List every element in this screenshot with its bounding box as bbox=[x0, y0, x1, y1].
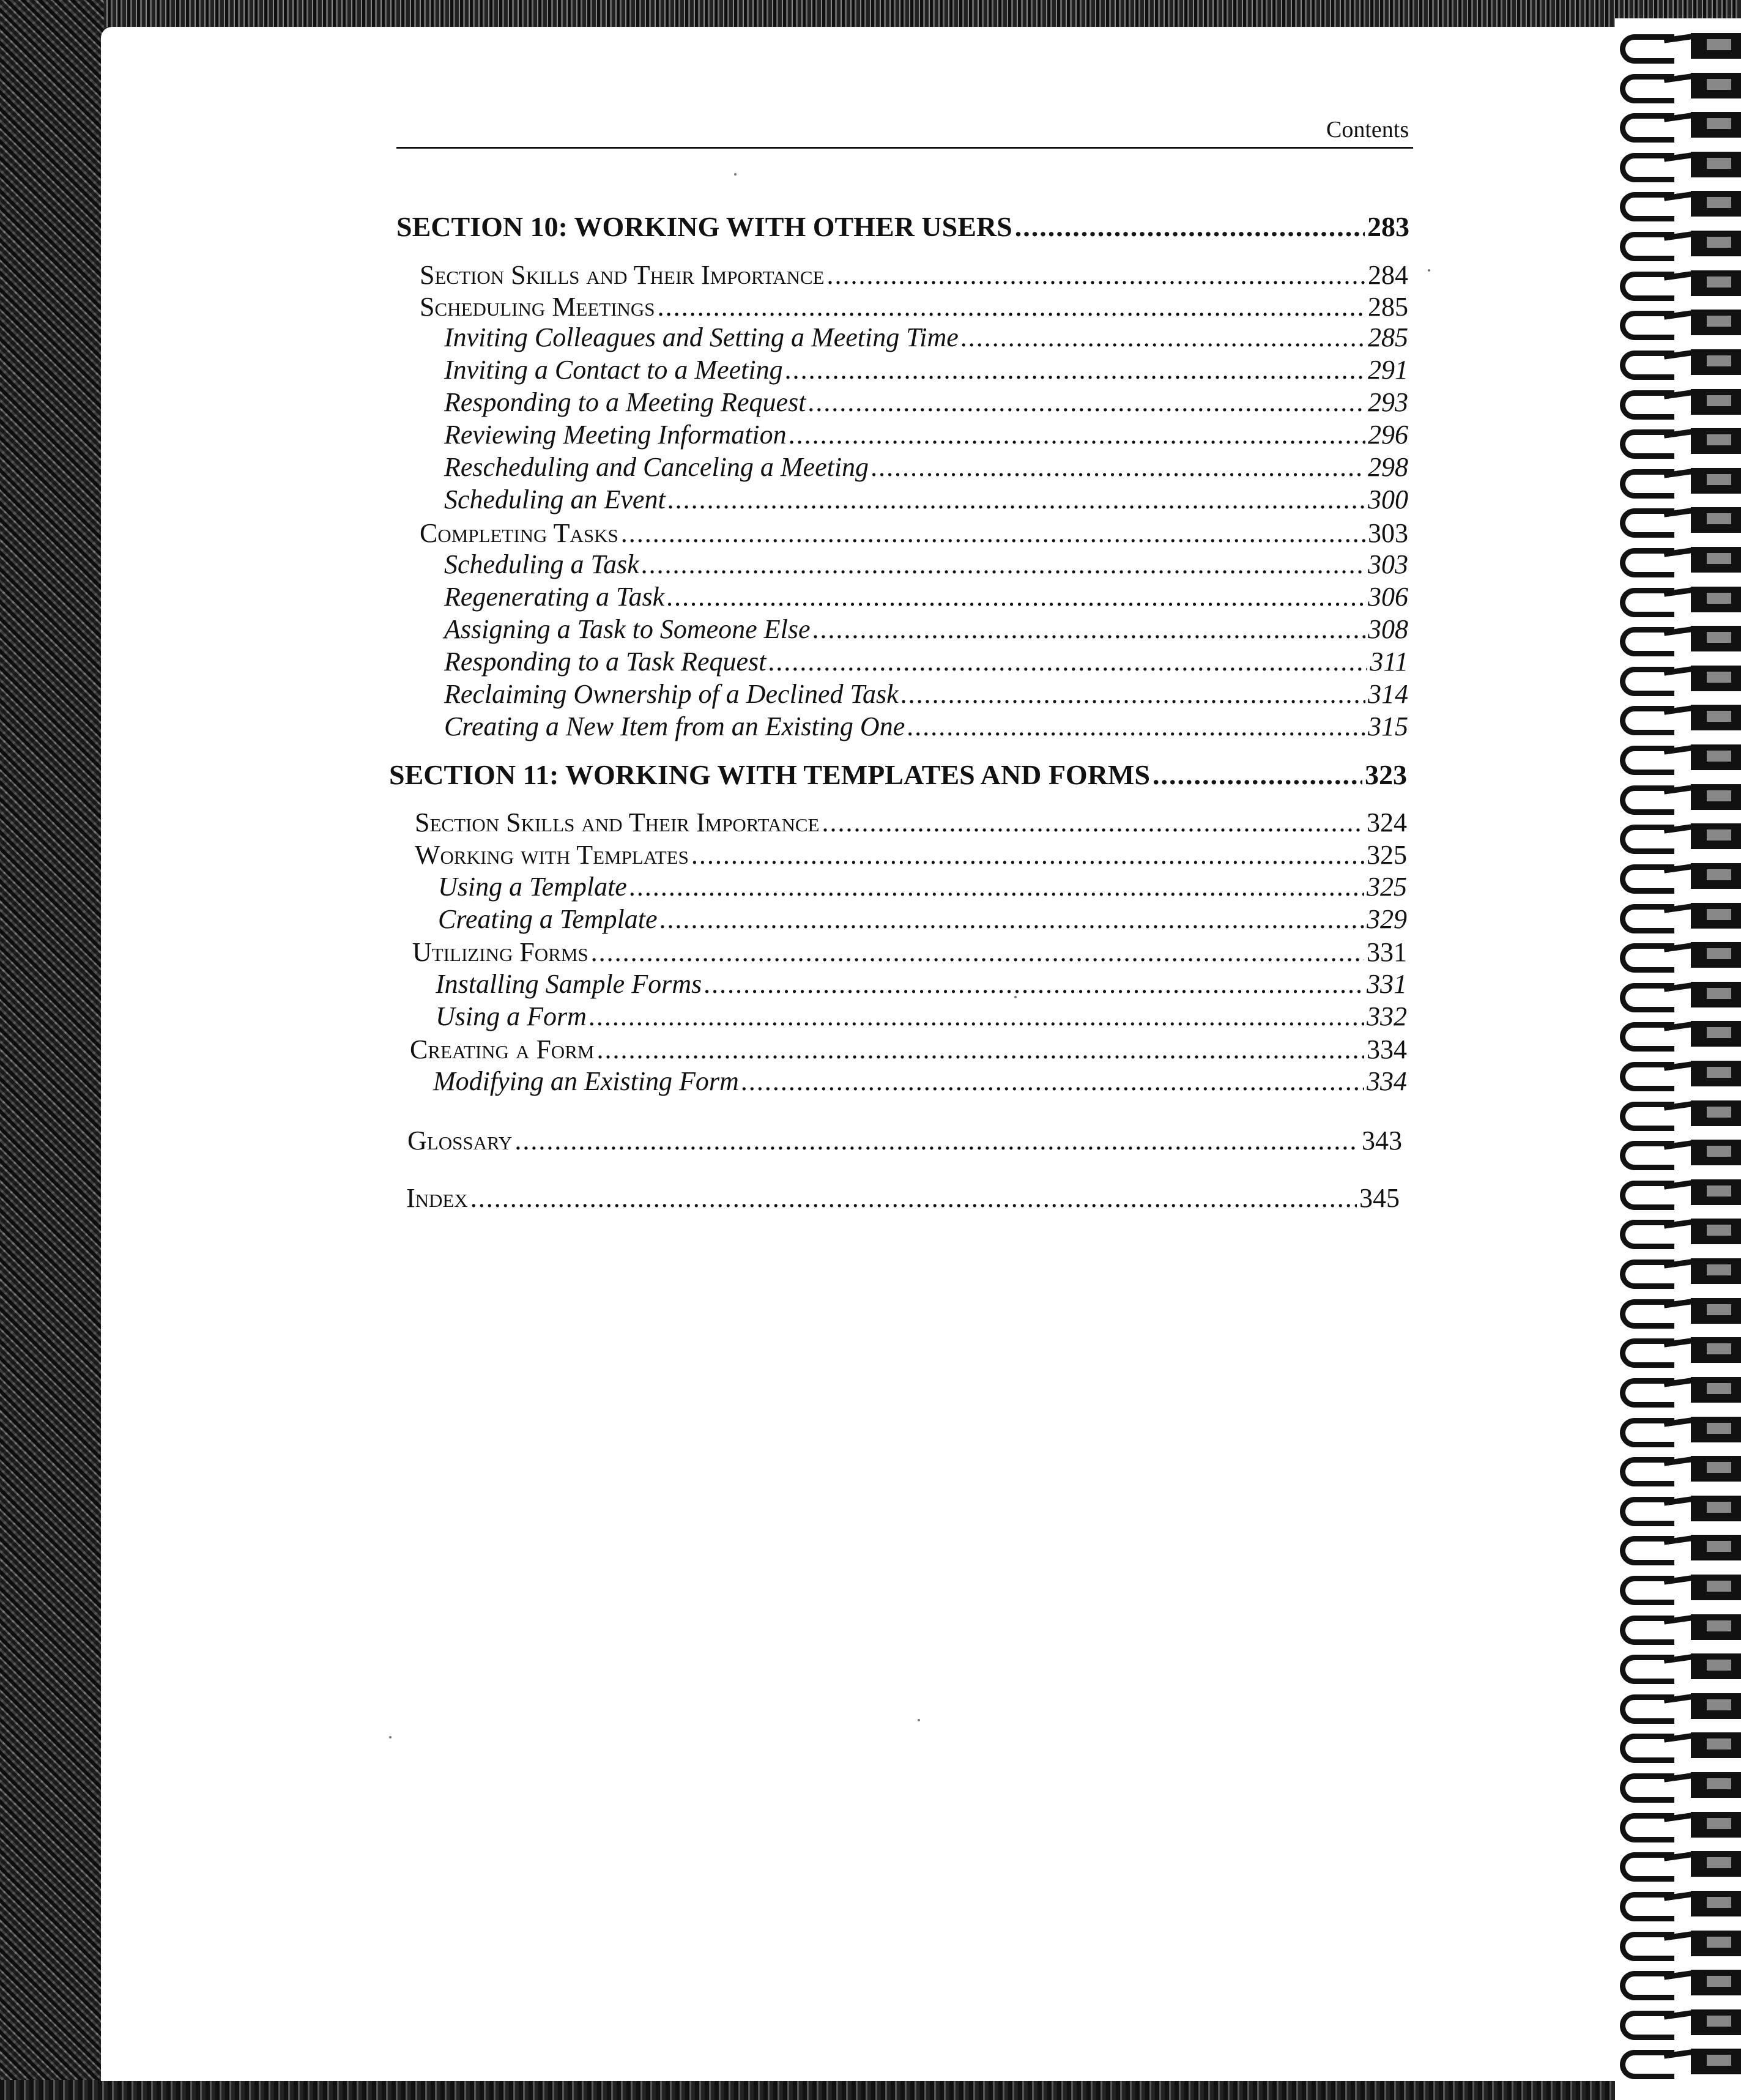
spiral-coil bbox=[1615, 1691, 1741, 1721]
punch-hole-inner bbox=[1707, 1185, 1731, 1197]
punch-hole-inner bbox=[1707, 1146, 1731, 1157]
spiral-coil bbox=[1615, 228, 1741, 259]
punch-hole-inner bbox=[1707, 1818, 1731, 1829]
toc-page-number: 306 bbox=[1368, 582, 1408, 612]
spiral-coil bbox=[1615, 1651, 1741, 1682]
punch-hole-inner bbox=[1707, 1304, 1731, 1315]
punch-hole-inner bbox=[1707, 1581, 1731, 1592]
toc-subentry: Inviting a Contact to a Meeting ..... 291 bbox=[444, 357, 1408, 384]
toc-subentry: Modifying an Existing Form ..... 334 bbox=[433, 1068, 1407, 1095]
toc-page-number: 332 bbox=[1367, 1001, 1407, 1031]
scan-speck bbox=[389, 1736, 392, 1738]
scan-speck bbox=[1428, 269, 1430, 272]
toc-subentry: Inviting Colleagues and Setting a Meeting Time ..... 285 bbox=[444, 324, 1408, 351]
spiral-coil bbox=[1615, 782, 1741, 812]
toc-page-number: 283 bbox=[1367, 211, 1409, 242]
punch-hole-inner bbox=[1707, 1502, 1731, 1513]
toc-page-number: 331 bbox=[1367, 937, 1407, 967]
punch-hole-inner bbox=[1707, 1857, 1731, 1868]
toc-page-number: 284 bbox=[1368, 260, 1408, 290]
punch-hole-inner bbox=[1707, 2016, 1731, 2027]
toc-subentry: Using a Template ..... 325 bbox=[438, 874, 1407, 900]
punch-hole-inner bbox=[1707, 1462, 1731, 1473]
spiral-coil bbox=[1615, 623, 1741, 654]
punch-hole-inner bbox=[1707, 1225, 1731, 1236]
spiral-coil bbox=[1615, 2046, 1741, 2077]
spiral-coil bbox=[1615, 1216, 1741, 1247]
toc-entry: Utilizing Forms ..... 331 bbox=[412, 939, 1407, 966]
punch-hole-inner bbox=[1707, 158, 1731, 169]
toc-entry: Scheduling Meetings ..... 285 bbox=[420, 294, 1408, 321]
toc-subentry: Creating a Template ..... 329 bbox=[438, 906, 1407, 933]
toc-page-number: 300 bbox=[1368, 484, 1408, 514]
toc-subentry: Scheduling a Task ..... 303 bbox=[444, 551, 1408, 578]
punch-hole-inner bbox=[1707, 1660, 1731, 1671]
toc-page-number: 323 bbox=[1365, 759, 1407, 790]
spiral-coil bbox=[1615, 1532, 1741, 1563]
toc-page-number: 285 bbox=[1368, 322, 1408, 352]
punch-hole-inner bbox=[1707, 672, 1731, 683]
toc-page-number: 315 bbox=[1368, 711, 1408, 741]
toc-page-number: 311 bbox=[1370, 647, 1408, 677]
spiral-coil bbox=[1615, 70, 1741, 101]
spiral-coil bbox=[1615, 1770, 1741, 1800]
toc-section-heading: SECTION 11: WORKING WITH TEMPLATES AND FORMS ..... 323 bbox=[389, 761, 1407, 789]
punch-hole-inner bbox=[1707, 1067, 1731, 1078]
spiral-coil bbox=[1615, 940, 1741, 970]
toc-subentry: Responding to a Meeting Request ..... 293 bbox=[444, 389, 1408, 416]
spiral-coil bbox=[1615, 1849, 1741, 1879]
spiral-coil bbox=[1615, 1572, 1741, 1603]
spiral-coil bbox=[1615, 1335, 1741, 1365]
spiral-coil bbox=[1615, 702, 1741, 733]
spiral-coil bbox=[1615, 900, 1741, 931]
spiral-coil bbox=[1615, 31, 1741, 61]
toc-subentry: Using a Form ..... 332 bbox=[436, 1003, 1407, 1030]
punch-hole-inner bbox=[1707, 909, 1731, 920]
spiral-coil bbox=[1615, 1137, 1741, 1168]
toc-entry: Glossary ..... 343 bbox=[407, 1127, 1402, 1154]
scan-top-border bbox=[0, 0, 1741, 27]
spiral-coil bbox=[1615, 821, 1741, 852]
toc-subentry: Installing Sample Forms ..... 331 bbox=[436, 971, 1407, 998]
punch-hole-inner bbox=[1707, 1264, 1731, 1275]
toc-page-number: 303 bbox=[1368, 549, 1408, 579]
punch-hole-inner bbox=[1707, 1620, 1731, 1631]
punch-hole-inner bbox=[1707, 79, 1731, 90]
toc-subentry: Regenerating a Task ..... 306 bbox=[444, 584, 1408, 610]
punch-hole-inner bbox=[1707, 1423, 1731, 1434]
punch-hole-inner bbox=[1707, 1383, 1731, 1394]
toc-page-number: 314 bbox=[1368, 679, 1408, 709]
toc-page-number: 291 bbox=[1368, 355, 1408, 385]
toc-page-number: 329 bbox=[1367, 904, 1407, 934]
toc-entry: Creating a Form ..... 334 bbox=[410, 1036, 1407, 1063]
punch-hole-inner bbox=[1707, 1541, 1731, 1552]
punch-hole-inner bbox=[1707, 790, 1731, 801]
toc-entry: Working with Templates ..... 325 bbox=[415, 842, 1407, 869]
punch-hole-inner bbox=[1707, 869, 1731, 880]
punch-hole-inner bbox=[1707, 1738, 1731, 1749]
punch-hole-inner bbox=[1707, 593, 1731, 604]
toc-entry: Index ..... 345 bbox=[406, 1185, 1400, 1212]
spiral-coil bbox=[1615, 1375, 1741, 1405]
scan-speck bbox=[1014, 996, 1017, 998]
spiral-coil bbox=[1615, 663, 1741, 694]
toc-entry: Section Skills and Their Importance ..... 324 bbox=[415, 809, 1407, 836]
toc-subentry: Reclaiming Ownership of a Declined Task ..... 314 bbox=[444, 681, 1408, 708]
toc-subentry: Scheduling an Event ..... 300 bbox=[444, 486, 1408, 513]
punch-hole-inner bbox=[1707, 553, 1731, 564]
running-head: Contents bbox=[1326, 117, 1409, 143]
punch-hole-inner bbox=[1707, 1937, 1731, 1948]
spiral-coil bbox=[1615, 544, 1741, 575]
spiral-coil bbox=[1615, 584, 1741, 615]
toc-subentry: Reviewing Meeting Information ..... 296 bbox=[444, 421, 1408, 448]
spiral-coil bbox=[1615, 1256, 1741, 1286]
punch-hole-inner bbox=[1707, 1027, 1731, 1038]
toc-page-number: 293 bbox=[1368, 387, 1408, 417]
toc-entry: Section Skills and Their Importance ..... 284 bbox=[420, 262, 1408, 289]
punch-hole-inner bbox=[1707, 632, 1731, 643]
toc-page-number: 296 bbox=[1368, 420, 1408, 450]
spiral-coil bbox=[1615, 1296, 1741, 1326]
toc-page-number: 298 bbox=[1368, 452, 1408, 482]
toc-page-number: 334 bbox=[1367, 1066, 1407, 1096]
spiral-coil bbox=[1615, 307, 1741, 338]
punch-hole-inner bbox=[1707, 1107, 1731, 1118]
spiral-coil bbox=[1615, 1018, 1741, 1049]
spiral-coil bbox=[1615, 1730, 1741, 1761]
spiral-coil bbox=[1615, 742, 1741, 773]
punch-hole-inner bbox=[1707, 1778, 1731, 1789]
spiral-coil bbox=[1615, 1414, 1741, 1445]
punch-hole-inner bbox=[1707, 474, 1731, 485]
toc-page-number: 308 bbox=[1368, 614, 1408, 644]
punch-hole-inner bbox=[1707, 434, 1731, 445]
scan-speck bbox=[918, 1719, 920, 1721]
toc-subentry: Rescheduling and Canceling a Meeting ..... 298 bbox=[444, 454, 1408, 481]
spiral-coil bbox=[1615, 149, 1741, 180]
toc-page-number: 324 bbox=[1367, 807, 1407, 837]
toc-page-number: 343 bbox=[1362, 1126, 1402, 1156]
scan-left-border bbox=[0, 0, 104, 2100]
spiral-coil bbox=[1615, 1888, 1741, 1919]
punch-hole-inner bbox=[1707, 355, 1731, 366]
spiral-coil bbox=[1615, 979, 1741, 1010]
toc-page-number: 285 bbox=[1368, 292, 1408, 322]
punch-hole-inner bbox=[1707, 316, 1731, 327]
punch-hole-inner bbox=[1707, 988, 1731, 999]
toc-page-number: 334 bbox=[1367, 1034, 1407, 1064]
punch-hole-inner bbox=[1707, 1699, 1731, 1710]
spiral-coil bbox=[1615, 1967, 1741, 1998]
spiral-coil bbox=[1615, 1177, 1741, 1208]
punch-hole-inner bbox=[1707, 948, 1731, 959]
punch-hole-inner bbox=[1707, 237, 1731, 248]
spiral-coil bbox=[1615, 861, 1741, 891]
toc-page-number: 345 bbox=[1359, 1183, 1400, 1213]
spiral-binding bbox=[1615, 18, 1741, 2100]
toc-page-number: 331 bbox=[1367, 969, 1407, 999]
spiral-coil bbox=[1615, 2007, 1741, 2038]
scan-speck bbox=[734, 173, 737, 176]
spiral-coil bbox=[1615, 1809, 1741, 1840]
punch-hole-inner bbox=[1707, 1976, 1731, 1987]
spiral-coil bbox=[1615, 347, 1741, 377]
spiral-coil bbox=[1615, 505, 1741, 535]
toc-entry: Completing Tasks ..... 303 bbox=[420, 520, 1408, 547]
toc-page-number: 325 bbox=[1367, 872, 1407, 902]
header-rule bbox=[396, 147, 1413, 149]
toc-page-number: 303 bbox=[1368, 518, 1408, 548]
toc-section-heading: SECTION 10: WORKING WITH OTHER USERS ..... 283 bbox=[396, 213, 1409, 241]
toc-subentry: Responding to a Task Request ..... 311 bbox=[444, 648, 1408, 675]
punch-hole-inner bbox=[1707, 39, 1731, 50]
spiral-coil bbox=[1615, 1928, 1741, 1959]
punch-hole-inner bbox=[1707, 513, 1731, 524]
spiral-coil bbox=[1615, 109, 1741, 140]
punch-hole-inner bbox=[1707, 118, 1731, 129]
punch-hole-inner bbox=[1707, 2055, 1731, 2066]
punch-hole-inner bbox=[1707, 711, 1731, 722]
punch-hole-inner bbox=[1707, 1343, 1731, 1354]
punch-hole-inner bbox=[1707, 197, 1731, 208]
spiral-coil bbox=[1615, 1612, 1741, 1642]
spiral-coil bbox=[1615, 466, 1741, 496]
spiral-coil bbox=[1615, 1058, 1741, 1089]
spiral-coil bbox=[1615, 1098, 1741, 1129]
punch-hole-inner bbox=[1707, 276, 1731, 288]
spiral-coil bbox=[1615, 188, 1741, 219]
spiral-coil bbox=[1615, 387, 1741, 417]
punch-hole-inner bbox=[1707, 829, 1731, 840]
spiral-coil bbox=[1615, 1493, 1741, 1524]
scan-bottom-border bbox=[0, 2080, 1741, 2100]
toc-subentry: Creating a New Item from an Existing One ..... 315 bbox=[444, 713, 1408, 740]
spiral-coil bbox=[1615, 426, 1741, 456]
spiral-coil bbox=[1615, 1453, 1741, 1484]
punch-hole-inner bbox=[1707, 1897, 1731, 1908]
toc-page-number: 325 bbox=[1367, 840, 1407, 870]
spiral-coil bbox=[1615, 268, 1741, 299]
punch-hole-inner bbox=[1707, 395, 1731, 406]
toc-subentry: Assigning a Task to Someone Else ..... 308 bbox=[444, 616, 1408, 643]
punch-hole-inner bbox=[1707, 751, 1731, 762]
